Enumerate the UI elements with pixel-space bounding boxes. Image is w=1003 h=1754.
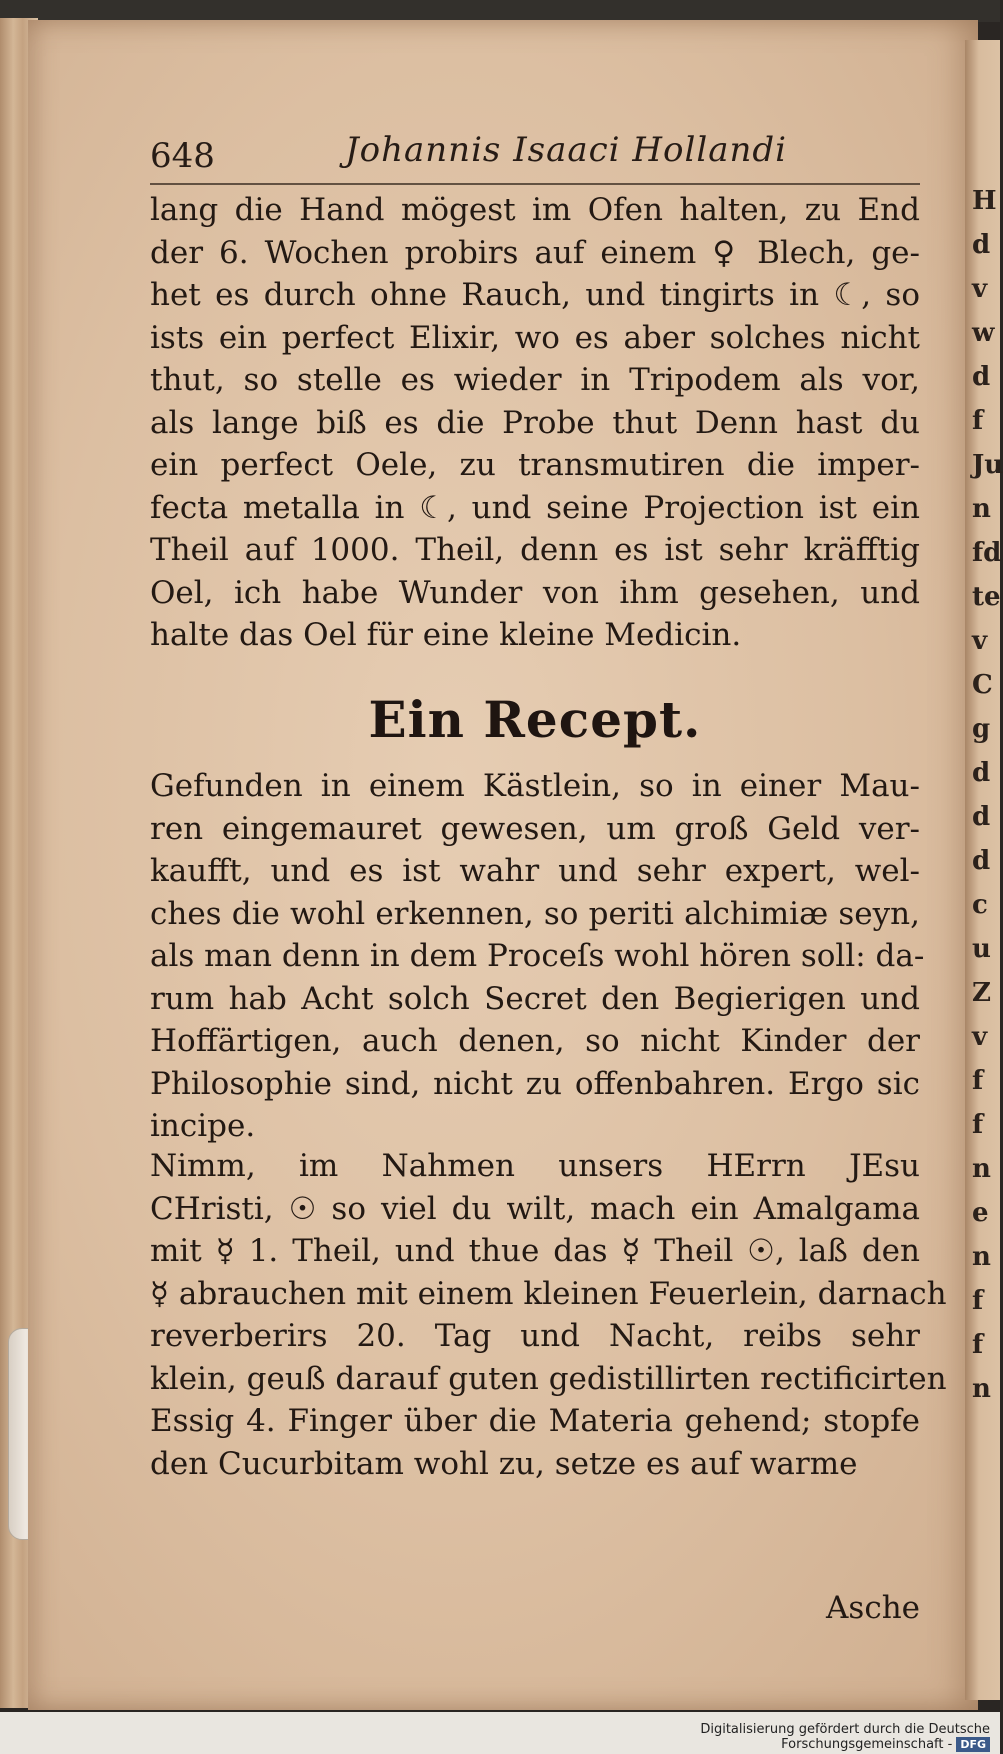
facing-fragment: d — [972, 846, 991, 876]
facing-fragment: c — [972, 890, 988, 920]
text-line: ein perfect Oele, zu transmutiren die imper- — [150, 447, 920, 483]
text-line: fecta metalla in ☾, und seine Projection ist ein — [150, 489, 920, 526]
facing-fragment: n — [972, 494, 991, 524]
text-line: Hoffärtigen, auch denen, so nicht Kinder der — [150, 1023, 920, 1059]
facing-fragment: f — [972, 1286, 984, 1316]
facing-fragment: Z — [972, 978, 991, 1008]
facing-fragment: te — [972, 582, 1001, 612]
text-line: Gefunden in einem Kästlein, so in einer Mau- — [150, 768, 920, 804]
facing-fragment: v — [972, 626, 988, 656]
facing-fragment: g — [972, 714, 991, 744]
facing-fragment: f — [972, 1110, 984, 1140]
text-line: reverberirs 20. Tag und Nacht, reibs sehr — [150, 1318, 920, 1354]
running-title: Johannis Isaaci Hollandi — [345, 130, 788, 170]
facing-page-text — [972, 180, 1003, 1412]
text-line: Essig 4. Finger über die Materia gehend; stopfe — [150, 1403, 920, 1439]
text-line: kaufft, und es ist wahr und sehr expert, wel- — [150, 853, 920, 889]
scan-background-top — [0, 0, 1000, 22]
text-line: mit ☿ 1. Theil, und thue das ☿ Theil ☉, laß den — [150, 1233, 920, 1269]
text-line: lang die Hand mögest im Ofen halten, zu End — [150, 192, 920, 228]
text-line: ches die wohl erkennen, so periti alchimiæ seyn, — [150, 895, 920, 932]
dfg-badge: DFG — [956, 1737, 990, 1752]
text-line: klein, geuß darauf guten gedistillirten rectificirten — [150, 1360, 947, 1397]
facing-fragment: d — [972, 230, 991, 260]
text-line: als lange biß es die Probe thut Denn hast du — [150, 404, 920, 441]
facing-fragment: d — [972, 802, 991, 832]
text-line: als man denn in dem Proceſs wohl hören soll: da- — [150, 938, 925, 974]
text-line: ren eingemauret gewesen, um groß Geld ver- — [150, 810, 920, 847]
text-line: CHristi, ☉ so viel du wilt, mach ein Amalgama — [150, 1190, 920, 1227]
facing-fragment: C — [972, 670, 993, 700]
catchword: Asche — [826, 1590, 920, 1626]
facing-fragment: f — [972, 1330, 984, 1360]
text-line: ☿ abrauchen mit einem kleinen Feuerlein, darnach — [150, 1275, 947, 1312]
text-line: Oel, ich habe Wunder von ihm gesehen, und — [150, 574, 920, 611]
text-line: halte das Oel für eine kleine Medicin. — [150, 617, 742, 653]
facing-fragment: e — [972, 1198, 989, 1228]
facing-fragment: w — [972, 318, 995, 348]
text-line: den Cucurbitam wohl zu, setze es auf warme — [150, 1445, 858, 1482]
text-line: thut, so stelle es wieder in Tripodem als vor, — [150, 362, 920, 398]
facing-fragment: n — [972, 1154, 991, 1184]
facing-fragment: n — [972, 1374, 991, 1404]
digitization-credit — [560, 1722, 990, 1752]
facing-fragment: d — [972, 362, 991, 392]
text-line: Nimm, im Nahmen unsers HErrn JEsu — [150, 1148, 920, 1184]
facing-fragment: u — [972, 934, 991, 964]
text-line: incipe. — [150, 1108, 256, 1144]
text-line: der 6. Wochen probirs auf einem ♀ Blech, ge- — [150, 234, 920, 271]
running-head — [150, 130, 920, 186]
section-heading: Ein Recept. — [368, 690, 702, 749]
facing-fragment: d — [972, 758, 991, 788]
credit-text: Digitalisierung gefördert durch die Deutsche Forschungsgemeinschaft - — [700, 1722, 990, 1752]
facing-fragment: f — [972, 1066, 984, 1096]
facing-fragment: f — [972, 406, 984, 436]
text-line: ists ein perfect Elixir, wo es aber solches nicht — [150, 319, 920, 356]
facing-fragment: v — [972, 1022, 988, 1052]
facing-fragment: fd — [972, 538, 1002, 568]
text-line: Theil auf 1000. Theil, denn es ist sehr kräfftig — [150, 532, 920, 568]
text-line: Philosophie sind, nicht zu offenbahren. Ergo sic — [150, 1065, 920, 1102]
facing-fragment: n — [972, 1242, 991, 1272]
text-line: het es durch ohne Rauch, und tingirts in ☾, so — [150, 277, 920, 313]
facing-fragment: v — [972, 274, 988, 304]
facing-fragment: H — [972, 186, 997, 216]
page-number: 648 — [150, 136, 215, 176]
text-line: rum hab Acht solch Secret den Begierigen und — [150, 980, 920, 1017]
header-rule — [150, 183, 920, 185]
facing-fragment: Ju — [972, 450, 1003, 480]
